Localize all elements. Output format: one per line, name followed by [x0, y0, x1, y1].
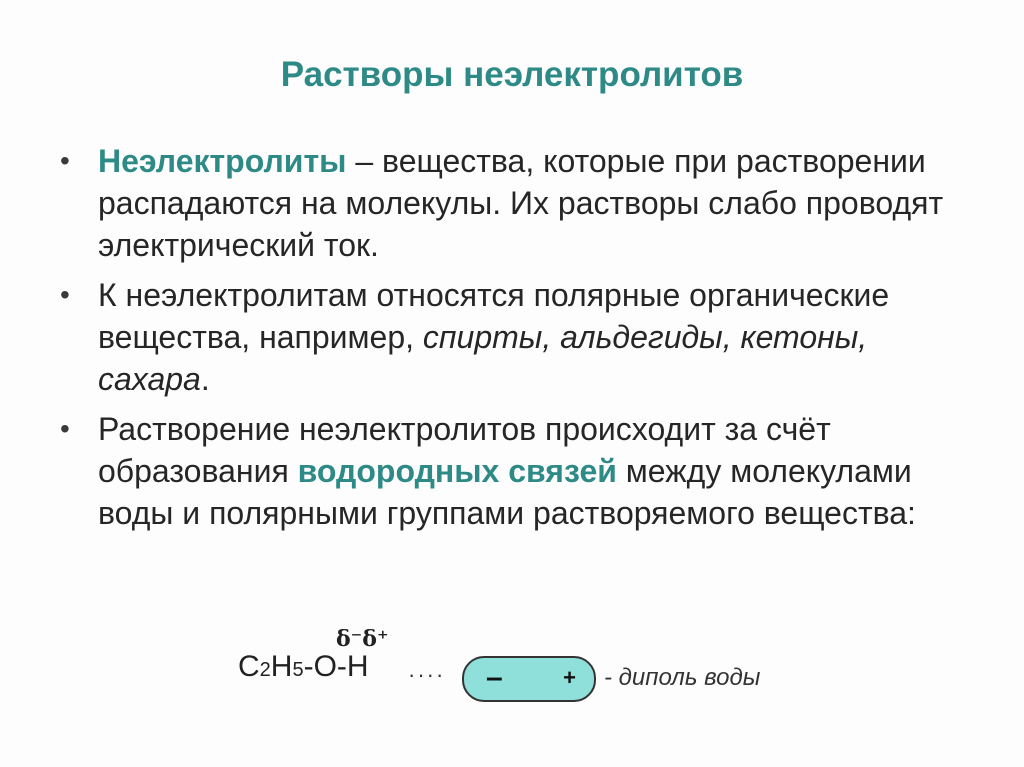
- bullet-dot-icon: •: [60, 145, 70, 176]
- bullet-dot-icon: •: [60, 279, 70, 310]
- bullet-dot-icon: •: [60, 413, 70, 444]
- examples-text-before: К неэлектролитам относятся полярные органические вещества, например,: [98, 277, 890, 355]
- definition-text: – вещества, которые при растворении распадаются на молекулы. Их растворы слабо проводят электрический ток.: [98, 143, 944, 263]
- formula-rest: -O-H: [303, 650, 369, 683]
- hydrogen-bond-dots: ····: [408, 662, 446, 687]
- dissolution-text-before: Растворение неэлектролитов происходит за счёт образования: [98, 411, 831, 489]
- examples-text-after: .: [200, 361, 210, 397]
- dipole-label: - диполь воды: [604, 664, 761, 691]
- ethanol-formula: [238, 650, 369, 710]
- formula-c-sub: 2: [259, 659, 271, 681]
- partial-charges: δ⁻δ⁺: [336, 626, 389, 652]
- formula-c: C: [238, 650, 260, 683]
- slide-title: Растворы неэлектролитов: [280, 55, 744, 94]
- bullet-item-examples: [60, 274, 980, 400]
- bullet-item-dissolution: [60, 408, 980, 534]
- formula-h-sub: 5: [292, 659, 304, 681]
- bullet-list: [60, 140, 980, 542]
- formula-h: H: [270, 650, 293, 683]
- term-nonelectrolytes: Неэлектролиты: [98, 143, 347, 179]
- bullet-item-definition: [60, 140, 980, 266]
- dissolution-text-after: между молекулами воды и полярными группами растворяемого вещества:: [98, 453, 916, 531]
- dipole-minus: –: [486, 661, 503, 694]
- examples-italic: спирты, альдегиды, кетоны, сахара: [98, 319, 868, 397]
- dipole-plus: +: [563, 665, 576, 690]
- hydrogen-bonds-highlight: водородных связей: [297, 453, 617, 489]
- water-dipole-icon: [462, 656, 596, 702]
